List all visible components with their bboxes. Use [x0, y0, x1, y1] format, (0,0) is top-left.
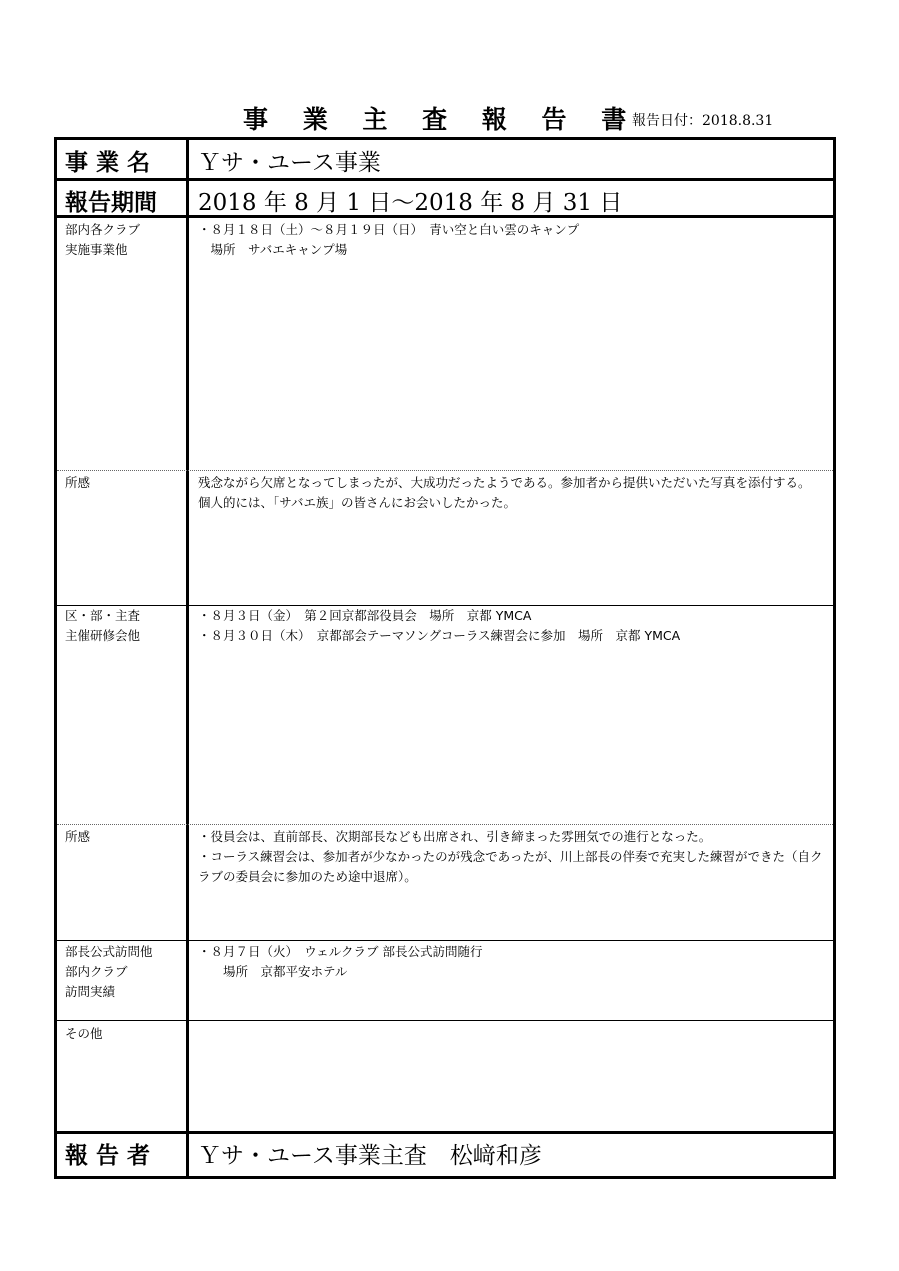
reporter-value: Ｙサ・ユース事業主査 松﨑和彦 [198, 1143, 542, 1169]
row-divider [57, 215, 833, 218]
content-line: ・役員会は、直前部長、次期部長なども出席され、引き締まった雰囲気での進行となった。 [198, 829, 712, 844]
content-line: 場所 京都平安ホテル [198, 964, 348, 979]
project-value: Ｙサ・ユース事業 [198, 150, 381, 176]
club-events-content [198, 220, 834, 260]
report-date-label: 報告日付： [632, 113, 702, 129]
reporter-label: 報 告 者 [65, 1143, 151, 1169]
impressions-1-content [198, 473, 834, 513]
official-visits-label [65, 942, 153, 1002]
report-date [632, 110, 773, 130]
period-value: 2018 年 8 月 1 日～2018 年 8 月 31 日 [198, 190, 623, 216]
content-line: 残念ながら欠席となってしまったが、大成功だったようである。参加者から提供いただいた写真を添付する。 [198, 475, 811, 490]
row-divider [57, 1020, 833, 1021]
label-line: 部内各クラブ [65, 222, 141, 237]
report-date-value: 2018.8.31 [702, 113, 774, 129]
row-divider [57, 470, 833, 471]
report-form [54, 137, 836, 1179]
label-line: 部内クラブ [65, 964, 128, 979]
label-line: 区・部・主査 [65, 608, 141, 623]
club-events-label [65, 220, 140, 260]
content-line: ・８月３日（金） 第２回京都部役員会 場所 京都 YMCA [198, 608, 532, 623]
period-label: 報告期間 [65, 190, 157, 216]
content-line: ・８月１８日（土）～８月１９日（日） 青い空と白い雲のキャンプ [198, 222, 580, 237]
label-line: その他 [65, 1026, 103, 1041]
content-line: 個人的には、「サバエ族」の皆さんにお会いしたかった。 [198, 495, 517, 510]
document-title: 事 業 主 査 報 告 書 [243, 105, 640, 134]
row-divider [57, 178, 833, 181]
district-events-content [198, 606, 834, 646]
label-line: 所感 [65, 829, 91, 844]
content-line: 場所 サバエキャンプ場 [198, 242, 348, 257]
impressions-1-label [65, 473, 90, 493]
district-events-label [65, 606, 140, 646]
label-line: 実施事業他 [65, 242, 128, 257]
other-label [65, 1024, 103, 1044]
row-divider [57, 1131, 833, 1134]
content-line: ・８月７日（火） ウェルクラブ 部長公式訪問随行 [198, 944, 483, 959]
label-line: 訪問実績 [65, 984, 116, 999]
row-divider [57, 940, 833, 941]
impressions-2-label [65, 827, 90, 847]
row-divider [57, 824, 833, 825]
project-label: 事 業 名 [65, 150, 151, 176]
label-line: 所感 [65, 475, 91, 490]
impressions-2-content [198, 827, 834, 887]
label-line: 主催研修会他 [65, 628, 141, 643]
label-line: 部長公式訪問他 [65, 944, 153, 959]
content-line: ・８月３０日（木） 京都部会テーマソングコーラス練習会に参加 場所 京都 YMCA [198, 628, 681, 643]
official-visits-content [198, 942, 834, 982]
content-line: ・コーラス練習会は、参加者が少なかったのが残念であったが、川上部長の伴奏で充実した練習ができた（自クラブの委員会に参加のため途中退席）。 [198, 849, 823, 884]
